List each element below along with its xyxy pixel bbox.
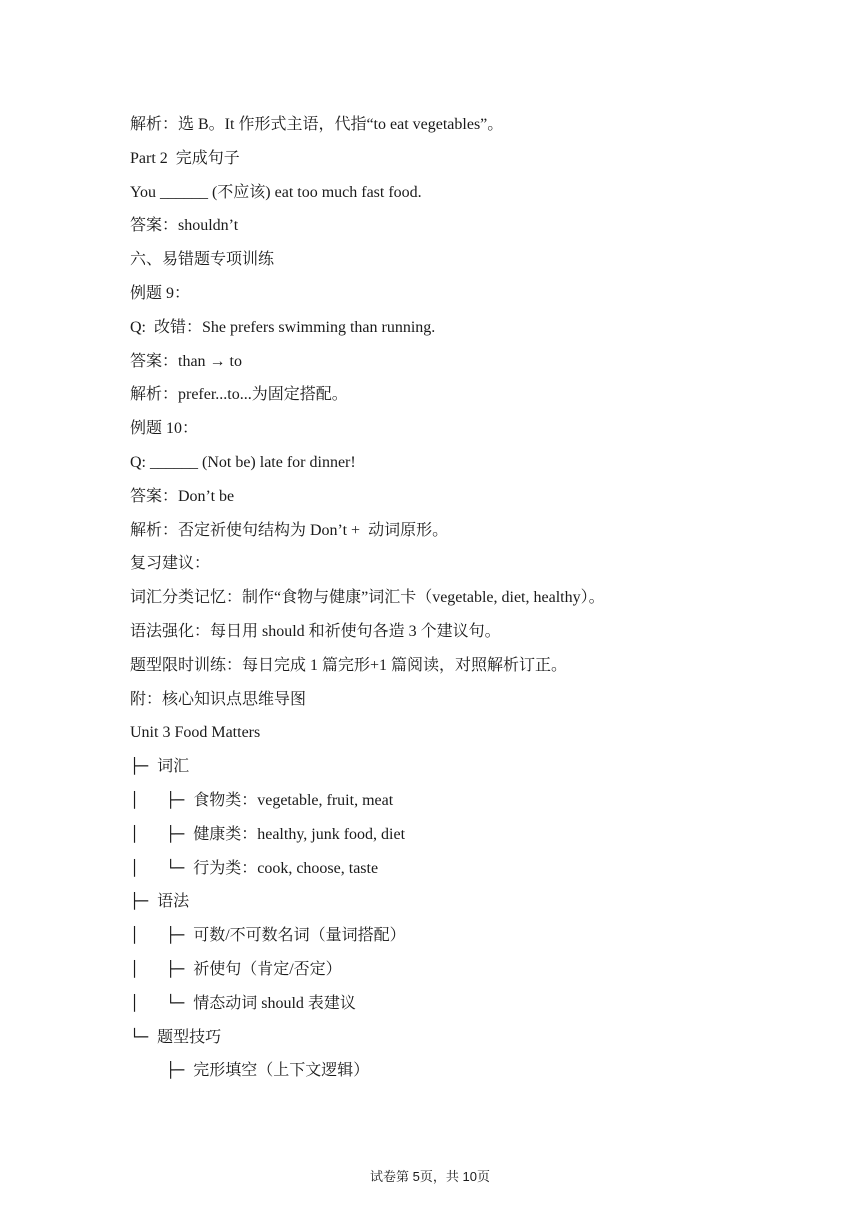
tree-branch-glyph: │ ├─ — [130, 926, 194, 945]
document-body — [130, 108, 770, 1088]
tree-branch-glyph: ├─ — [130, 892, 158, 911]
tree-branch-glyph: │ └─ — [130, 858, 194, 877]
mindmap-node-action — [130, 852, 770, 886]
tree-node-label: 可数/不可数名词（量词搭配） — [193, 927, 406, 945]
mindmap-node-food — [130, 784, 770, 818]
example-9-heading: 例题 9： — [130, 284, 191, 302]
tree-branch-glyph: └─ — [130, 1027, 158, 1046]
tree-node-label: 祈使句（肯定/否定） — [193, 960, 342, 978]
tree-branch-glyph: │ ├─ — [130, 959, 194, 978]
example-10-answer: 答案：Don’t be — [130, 487, 235, 505]
tree-node-label: 完形填空（上下文逻辑） — [193, 1062, 370, 1080]
analysis-line-q8: 解析：选 B。It 作形式主语，代指“to eat vegetables”。 — [130, 116, 504, 133]
tree-node-label: 行为类：cook, choose, taste — [193, 859, 379, 877]
review-advice-grammar: 语法强化：每日用 should 和祈使句各造 3 个建议句。 — [130, 622, 501, 640]
mindmap-root: Unit 3 Food Matters — [130, 724, 261, 742]
section-six-heading: 六、易错题专项训练 — [130, 251, 275, 269]
mindmap-node-health — [130, 818, 770, 852]
review-advice-vocab: 词汇分类记忆：制作“食物与健康”词汇卡（vegetable, diet, healthy）。 — [130, 589, 605, 607]
example-9-answer: 答案：than → to — [130, 352, 242, 370]
example-9-analysis: 解析：prefer...to...为固定搭配。 — [130, 386, 348, 404]
tree-node-label: 情态动词 should 表建议 — [193, 994, 356, 1012]
mindmap-node-cloze — [130, 1054, 770, 1088]
mindmap-node-grammar — [130, 885, 770, 919]
tree-node-label: 词汇 — [157, 758, 190, 776]
mindmap-node-vocab — [130, 750, 770, 784]
example-10-heading: 例题 10： — [130, 420, 199, 438]
tree-branch-glyph: ├─ — [130, 1061, 194, 1080]
tree-branch-glyph: │ ├─ — [130, 824, 194, 843]
review-advice-practice: 题型限时训练：每日完成 1 篇完形+1 篇阅读，对照解析订正。 — [130, 656, 568, 674]
mindmap-node-should — [130, 987, 770, 1021]
mindmap-node-nouns — [130, 919, 770, 953]
tree-node-label: 题型技巧 — [157, 1028, 222, 1046]
tree-node-label: 语法 — [157, 893, 190, 911]
page-footer: 试卷第 5页，共 10页 — [370, 1169, 490, 1184]
sentence-question: You ______ (不应该) eat too much fast food. — [130, 183, 422, 201]
tree-node-label: 健康类：healthy, junk food, diet — [193, 825, 406, 843]
mindmap-node-skills — [130, 1021, 770, 1055]
example-10-question: Q: ______ (Not be) late for dinner! — [130, 453, 356, 471]
review-advice-heading: 复习建议： — [130, 555, 211, 573]
tree-branch-glyph: │ └─ — [130, 993, 194, 1012]
mindmap-heading: 附：核心知识点思维导图 — [130, 690, 307, 708]
tree-branch-glyph: │ ├─ — [130, 790, 194, 809]
part2-heading: Part 2 完成句子 — [130, 149, 240, 167]
tree-branch-glyph: ├─ — [130, 757, 158, 776]
mindmap-node-imperative — [130, 953, 770, 987]
sentence-answer: 答案：shouldn’t — [130, 217, 239, 235]
example-9-question: Q: 改错：She prefers swimming than running. — [130, 318, 436, 336]
example-10-analysis: 解析：否定祈使句结构为 Don’t + 动词原形。 — [130, 521, 449, 539]
tree-node-label: 食物类：vegetable, fruit, meat — [193, 791, 394, 809]
